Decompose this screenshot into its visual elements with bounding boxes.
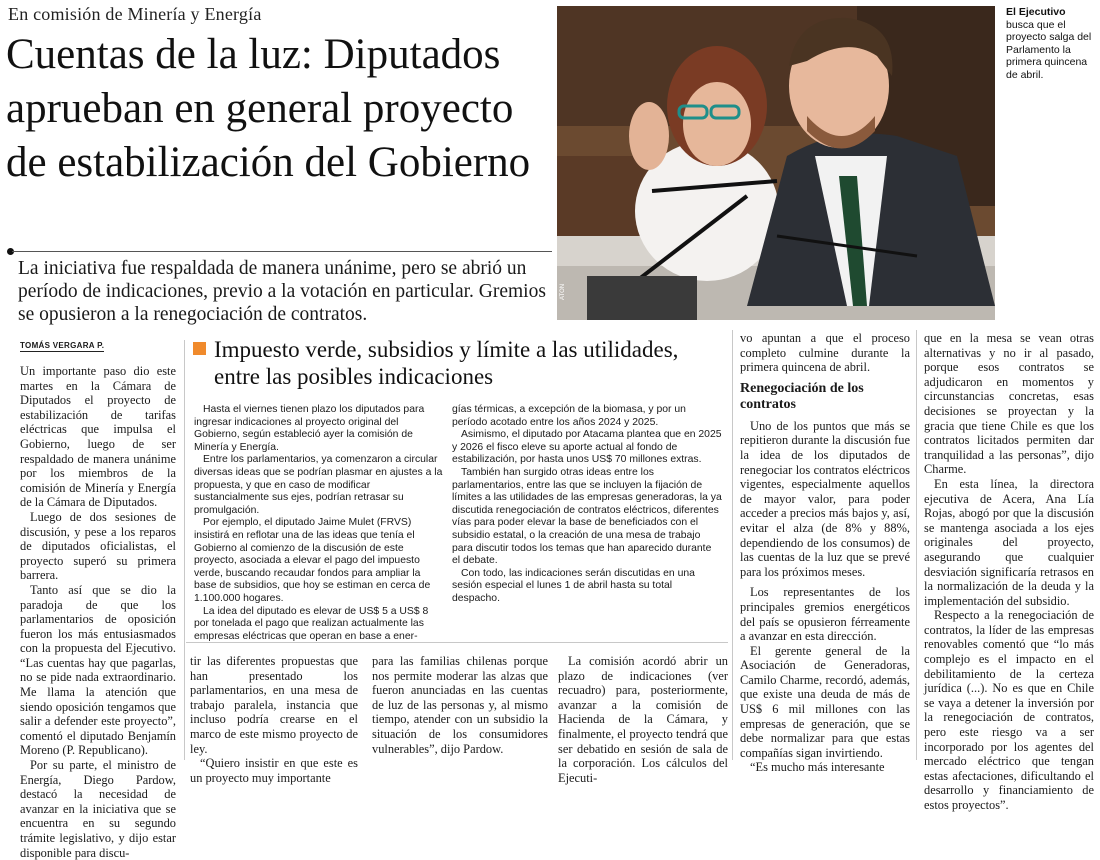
box-paragraph: La idea del diputado es elevar de US$ 5 a US$ 8 por tonelada el pago que realizan actualmente las empresas eléctricas que operan en base a ener-: [194, 605, 429, 642]
byline: TOMÁS VERGARA P.: [20, 341, 105, 350]
headline: Cuentas de la luz: Diputados aprueban en general proyecto de estabilización del Gobierno: [6, 31, 531, 186]
paragraph: Respecto a la renegociación de contratos, la líder de las empresas renovables comentó que “lo más complejo es el impacto en el debilitamiento de la certeza jurídica (...). No es que en Chile se vaya a detener la inversión por la renegociación de contratos, pero este riesgo va a ser incorporado por los agentes del mercado eléctrico que tengan estas afectaciones, dificultando el desarrollo y financiamiento de estos proyectos”.: [924, 608, 1094, 812]
caption-text: busca que el proyecto salga del Parlamento la primera quincena de abril.: [1006, 18, 1092, 81]
headline-rule: [12, 251, 552, 252]
box-column-1: [194, 404, 444, 643]
paragraph: En esta línea, la directora ejecutiva de Acera, Ana Lía Rojas, abogó por que la discusión se mantenga asociada a los ejes originales del proyecto, asegurando que cualquier desviación significaría retrasos en la normalización de la deuda y la implementación del subsidio.: [924, 476, 1094, 608]
paragraph: El gerente general de la Asociación de Generadoras, Camilo Charme, recordó, además, que existe una deuda de más de US$ 6 mil millones con las empresas de generación, que se debe normalizar para que estas compañías sigan invirtiendo.: [740, 643, 910, 760]
paragraph: Luego de dos sesiones de discusión, y pese a los reparos de diputados oficialistas, el proyecto superó su primera barrera.: [20, 509, 176, 583]
paragraph: “Quiero insistir en que este es un proyecto muy importante: [190, 756, 358, 785]
subtitle: Renegociación de los contratos: [740, 380, 864, 412]
section-tag: En comisión de Minería y Energía: [8, 4, 262, 24]
column-divider: [732, 330, 733, 760]
paragraph: tir las diferentes propuestas que han presentado los parlamentarios, en una mesa de trabajo paralela, instancia que incluso podría crearse en el marco de este mismo proyecto de ley.: [190, 654, 358, 756]
box-title: Impuesto verde, subsidios y límite a las utilidades, entre las posibles indicaciones: [214, 337, 679, 389]
subhead: La iniciativa fue respaldada de manera unánime, pero se abrió un período de indicaciones, previo a la votación en particular. Gremios se opusieron a la renegociación de contratos.: [18, 258, 546, 325]
box-paragraph: Asimismo, el diputado por Atacama plantea que en 2025 y 2026 el fisco eleve su aporte actual al fondo de estabilización, por hasta unos US$ 70 millones extras.: [452, 429, 722, 466]
paragraph: Por su parte, el ministro de Energía, Diego Pardow, destacó la necesidad de avanzar en la iniciativa que se encuentra en su segundo trámite legislativo, y dijo estar disponible para discu-: [20, 758, 176, 860]
article-column-1: [20, 364, 176, 860]
box-paragraph: Por ejemplo, el diputado Jaime Mulet (FRVS) insistirá en reflotar una de las ideas que tenía el Gobierno al comienzo de la discusión de este proyecto, asociada a elevar el pago del impuesto verde, buscando recaudar fondos para ampliar la base de subsidios, que hoy se estiman en cerca de 1.100.000 hogares.: [194, 517, 431, 604]
article-column-5: [740, 331, 910, 775]
article-column-4: [558, 654, 728, 785]
photo-credit: ATON: [560, 283, 566, 300]
paragraph: Tanto así que se dio la paradoja de que los parlamentarios de oposición fueron los más entusiasmados con la propuesta del Ejecutivo. “Las cuentas hay que pagarlas, no se pide nada extraordinario. Me llama la atención que siendo oposición tengamos que salir a defender este proyecto”, comentó el diputado Benjamín Moreno (P. Republicano).: [20, 582, 176, 758]
news-photo: [557, 6, 995, 320]
paragraph: La comisión acordó abrir un plazo de indicaciones (ver recuadro) para, posteriormente, avanzar a la comisión de Hacienda de la Cámara, y finalmente, el proyecto tendrá que ser debatido en sesión de sala de la corporación. Los cálculos del Ejecuti-: [558, 654, 728, 785]
photo-caption: [1006, 6, 1098, 81]
box-paragraph: También han surgido otras ideas entre los parlamentarios, entre las que se incluyen la fijación de límites a las utilidades de las empresas generadoras, la ya discutida renegociación de contratos eléctricos, diferentes vías para poder elevar la base de beneficiados con el subsidio estatal, o la creación de una mesa de trabajo para discutir todos los temas que han aparecido durante el debate.: [452, 466, 722, 567]
box-paragraph: Entre los parlamentarios, ya comenzaron a circular diversas ideas que se podrían plasmar en ajustes a la propuesta, y que en caso de modificar sustancialmente sus ejes, podrían retrasar su promulgación.: [194, 454, 443, 516]
column-divider: [184, 340, 185, 760]
paragraph: Los representantes de los principales gremios energéticos del país se opusieron férreamente a avanzar en esta dirección.: [740, 585, 910, 644]
paragraph: que en la mesa se vean otras alternativas y no ir al pasado, porque esos contratos se adjudicaron en momentos y circunstancias concretas, esas decisiones se proyectan y la gracia que tiene Chile es que los contratos licitados permiten dar tranquilidad a las personas”, dijo Charme.: [924, 331, 1094, 477]
paragraph: vo apuntan a que el proceso completo culmine durante la primera quincena de abril.: [740, 331, 910, 375]
paragraph: Un importante paso dio este martes en la Cámara de Diputados el proyecto de estabilización de tarifas eléctricas que impulsa el Gobierno, luego de ser respaldado de manera unánime por los miembros de la comisión de Minería y Energía de la Cámara de Diputados.: [20, 364, 176, 510]
article-column-6: [924, 331, 1094, 813]
paragraph: para las familias chilenas porque nos permite moderar las alzas que fueron anunciadas en las cuentas de luz de las personas y, al mismo tiempo, atender con un subsidio la situación de los consumidores vulnerables”, dijo Pardow.: [372, 654, 548, 756]
paragraph: Uno de los puntos que más se repitieron durante la discusión fue la idea de los diputados de renegociar los contratos eléctricos vigentes, especialmente aquellos de mayor valor, para poder acceder a precios más bajos y, así, evitar el alza (de 8% y 88%, dependiendo de los consumos) de las cuentas de la luz que se prevé para los próximos meses.: [740, 418, 910, 579]
box-column-2: [452, 404, 722, 606]
article-column-2: [190, 654, 358, 785]
paragraph: “Es mucho más interesante: [750, 760, 885, 775]
box-bottom-rule: [186, 642, 728, 643]
article-column-3: [372, 654, 548, 756]
column-divider: [916, 330, 917, 760]
caption-lead: El Ejecutivo: [1006, 6, 1066, 18]
box-paragraph: Con todo, las indicaciones serán discutidas en una sesión especial el lunes 1 de abril hasta su total despacho.: [452, 567, 695, 604]
box-paragraph: gías térmicas, a excepción de la biomasa, y por un período acotado entre los años 2024 y 2025.: [452, 404, 686, 428]
box-title-marker: [193, 342, 206, 355]
box-paragraph: Hasta el viernes tienen plazo los diputados para ingresar indicaciones al proyecto original del Gobierno, según estableció ayer la comisión de Minería y Energía.: [194, 404, 425, 453]
